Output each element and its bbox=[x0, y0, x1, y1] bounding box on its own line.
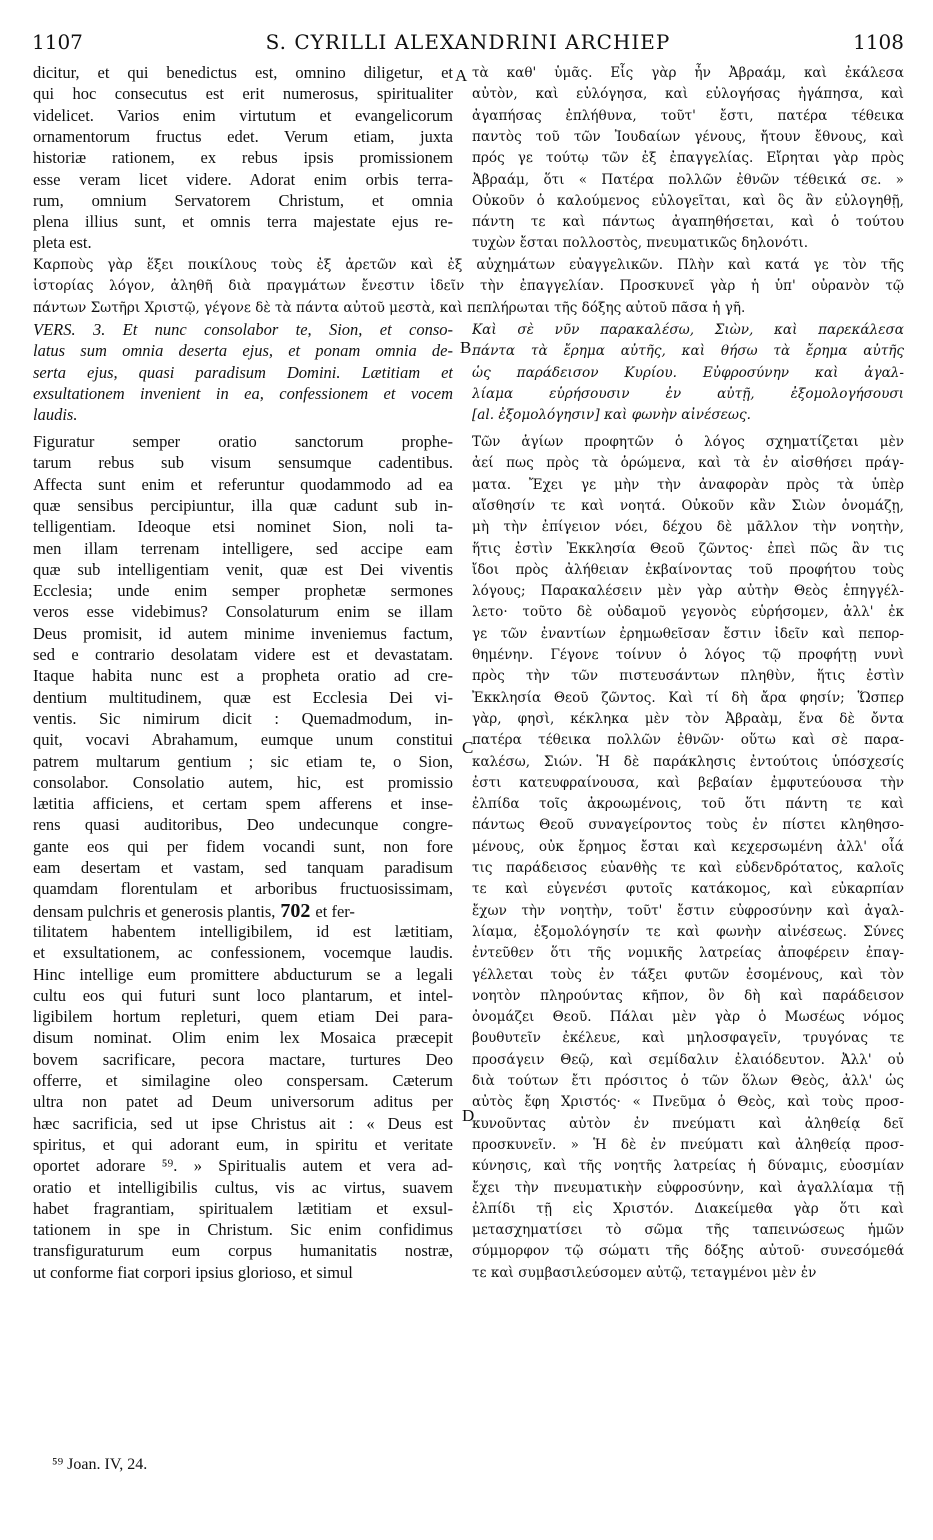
latin-fragment: et fer- bbox=[315, 901, 355, 921]
greek-line: παντὸς τοῦ τῶν Ἰουδαίων γένους, ἤτουν ἔθνους, καὶ bbox=[472, 128, 904, 145]
latin-line: tarum rebus sub visum sensumque cadentibus. bbox=[33, 453, 453, 473]
latin-line: Itaque habita nunc est a propheta oratio ad cre- bbox=[33, 666, 453, 686]
latin-line: videlicet. Varios enim virtutum et evangelicorum bbox=[33, 105, 453, 125]
greek-line: ἐντεῦθεν ὅτι τῆς νομικῆς λατρείας ἀποφέρειν ἐπαγ- bbox=[472, 945, 904, 962]
greek-line: προσκυνεῖν. » Ἡ δὲ ἐν πνεύματι καὶ ἀληθείᾳ προσ- bbox=[472, 1136, 904, 1153]
greek-line: αἴσθησίν τε καὶ νοητά. Οὐκοῦν κἂν Σιὼν ὀνομάζῃ, bbox=[472, 497, 904, 514]
latin-line: Hinc intellige eum promittere abducturum se a legali bbox=[33, 964, 453, 984]
greek-line: Καρποὺς γὰρ ἕξει ποικίλους τοὺς ἐξ ἀρετῶν καὶ ἐξ αὐχημάτων εὐαγγελικῶν. Πλὴν καὶ κατά γε τὸν τῆς bbox=[33, 257, 904, 273]
latin-line: consolabor. Consolatio autem, hic, est promissio bbox=[33, 772, 453, 792]
latin-line: quit, vocavi Abrahamum, eumque unum constitui bbox=[33, 730, 453, 750]
latin-line: eam desertam et vastam, sed tanquam paradisum bbox=[33, 858, 453, 877]
latin-line: habet fragrantiam, spiritualem lætitiam et exsul- bbox=[33, 1198, 453, 1218]
greek-line: τυχὼν ἔσται πολλοστὸς, πνευματικῶς δηλονότι. bbox=[472, 235, 809, 252]
greek-line: Ἀβραάμ, ὅτι « Πατέρα πολλῶν ἐθνῶν τέθεικά σε. » bbox=[472, 171, 904, 188]
section-marker: B bbox=[460, 338, 472, 357]
greek-line: πατέρα τέθεικα πολλῶν ἐθνῶν· οὕτω καὶ σὲ παρα- bbox=[472, 732, 904, 749]
greek-line: πάντη τε καὶ πάντως ἀγαπηθήσεται, καὶ ὁ τούτου bbox=[472, 214, 904, 231]
greek-line: ἐστι κατευφραίνουσα, καὶ βεβαίαν ἐμφυτεύουσα τὴν bbox=[472, 774, 904, 791]
greek-line: νοητὸν πληρούντας κῆπον, ὃν δὴ καὶ παράδεισον bbox=[472, 987, 904, 1004]
latin-line: ornamentorum fructus edet. Verum etiam, juxta bbox=[33, 126, 453, 146]
greek-line: τε καὶ εὐγενέσι φυτοῖς κατάκομος, καὶ εὐκαρπίαν bbox=[472, 881, 904, 898]
latin-line: tationem in spe in Christum. Sic enim confidimus bbox=[33, 1220, 453, 1240]
greek-line: Τῶν ἁγίων προφητῶν ὁ λόγος σχηματίζεται μὲν bbox=[472, 434, 904, 450]
greek-line: λόγους; Παρακαλέσειν μὲν γὰρ αὐτὴν Θεὸς ἐπηγγέλ- bbox=[472, 583, 904, 600]
greek-line: αὐτὸν, καὶ εὐλόγησα, καὶ εὐλογήσας ἠγάπησα, καὶ bbox=[472, 86, 904, 103]
latin-line: qui hoc consecutus est erit numerosus, spiritualiter bbox=[33, 84, 453, 104]
latin-line: ligibilem hortum repleturi, quem etiam Dei para- bbox=[33, 1007, 453, 1027]
latin-line: quæ sub intelligentiam venit, quæ est Dei viventis bbox=[33, 559, 453, 579]
latin-line: bovem sacrificare, pecora mactare, turtures Deo bbox=[33, 1049, 453, 1069]
greek-line: τις παράδεισος εὐανθὴς τε καὶ εὐδενδρότατος, καλοῖς bbox=[472, 860, 904, 876]
latin-line: transfiguraturum eum corpus humanitatis nostræ, bbox=[33, 1241, 453, 1261]
latin-line: gante eos qui per fidem vocandi sunt, non fore bbox=[33, 836, 453, 856]
section-marker: A bbox=[455, 66, 468, 85]
latin-line: ventis. Sic nimirum dicit : Quemadmodum, in- bbox=[33, 708, 453, 728]
greek-line: καλέσω, Σιών. Ἡ δὲ παράκλησις ἐντούτοις ὑπόσχεσίς bbox=[472, 753, 904, 770]
greek-line: σύμμορφον τῷ σώματι τῆς δόξης αὐτοῦ· συνεσόμεθά bbox=[472, 1243, 904, 1260]
greek-line: γε τῶν ἐναντίων ἐρημωθεῖσαν ἔστιν ἰδεῖν καὶ πεπορ- bbox=[472, 625, 904, 642]
greek-line: λετο· τοῦτο δὲ οὐδαμοῦ γεγονὸς εὑρήσομεν, ἀλλ' ἐκ bbox=[472, 604, 904, 621]
running-title: S. CYRILLI ALEXANDRINI ARCHIEP bbox=[265, 30, 671, 54]
latin-line: spiritus, et qui adorant eum, in spiritu et veritate bbox=[33, 1134, 453, 1154]
latin-line: rum, omnium Servatorem Christum, et omnia bbox=[33, 190, 453, 210]
greek-line: Οὐκοῦν ὁ καλούμενος εὐλογεῖται, καὶ ὃς ἂν εὐλογηθῇ, bbox=[472, 192, 904, 209]
greek-line: ματα. Ἔχει γε μὴν τὴν ἀναφορὰν πρὸς τὰ ὑπὲρ bbox=[472, 476, 904, 493]
greek-line: ὀνομάζει Θεοῦ. Πάλαι μὲν γὰρ ὁ Μωσέως νόμος bbox=[472, 1009, 904, 1026]
greek-line: κύνησις, καὶ τῆς νοητῆς λατρείας ἡ δύναμις, εὐοσμίαν bbox=[472, 1158, 904, 1175]
latin-line: hæc sacrificia, sed ut ipse Christus ait : « Deus est bbox=[33, 1113, 453, 1133]
section-marker: C bbox=[462, 738, 474, 757]
greek-line: ἀεί πως πρὸς τὰ ὁρώμενα, καὶ τὰ ἐν αἰσθήσει πράγ- bbox=[472, 455, 904, 472]
latin-verse-line: exsultationem invenient in ea, confessionem et vocem bbox=[33, 383, 453, 403]
greek-line: πάντων Σωτῆρι Χριστῷ, γέγονε δὲ τὰ πάντα αὐτοῦ μεστὰ, καὶ πεπλήρωται τῆς δόξης αὐτοῦ πᾶσα ἡ γῆ. bbox=[33, 299, 746, 316]
greek-line: λίαμα, ἐξομολόγησίν τε καὶ φωνὴν αἰνέσεως. Σύνες bbox=[472, 923, 904, 940]
latin-line: Figuratur semper oratio sanctorum prophe- bbox=[33, 432, 453, 451]
latin-verse-line: latus sum omnia deserta ejus, et ponam omnia de- bbox=[33, 341, 453, 361]
greek-line: γὰρ, φησὶ, κέκληκα μὲν τὸν Ἀβραὰμ, ἕνα δὲ ὄντα bbox=[472, 710, 904, 727]
greek-line: γέλλεται τοὺς ἐν τάξει φυτῶν ἐσομένους, καὶ τὸν bbox=[472, 966, 904, 983]
greek-line: ἴδοι πρὸς ἀλήθειαν ἐκβαίνοντας τοῦ προφήτου τοὺς bbox=[472, 561, 904, 578]
latin-line: telligentiam. Ideoque etsi nominet Sion, noli ta- bbox=[33, 517, 453, 537]
latin-line: veros esse videbimus? Consolaturum enim se illam bbox=[33, 602, 453, 622]
footnote: ⁵⁹ Joan. IV, 24. bbox=[52, 1456, 148, 1473]
section-marker: D bbox=[462, 1106, 475, 1125]
latin-line: pleta est. bbox=[33, 233, 92, 253]
greek-line: κυνοῦντας αὐτὸν ἐν πνεύματι καὶ ἀληθείᾳ δεῖ bbox=[472, 1115, 904, 1132]
latin-line: Affecta sunt enim et referuntur quodammodo ad ea bbox=[33, 474, 453, 494]
greek-line: ἐλπίδι τῇ εἰς Χριστόν. Διακείμεθα γὰρ ὅτι καὶ bbox=[472, 1200, 904, 1217]
latin-line: sed e contrario desolatam videre est et devastatam. bbox=[33, 645, 453, 664]
greek-line: μένους, οὐκ ἔρημος ἔσται καὶ κεχερσωμένη ἀλλ' οἷά bbox=[472, 838, 904, 855]
greek-line: βουθυτεῖν ἐκέλευε, καὶ μηλοσφαγεῖν, τρυγόνας τε bbox=[472, 1030, 904, 1047]
greek-line: μετασχηματίσει τὸ σῶμα τῆς ταπεινώσεως ἡμῶν bbox=[472, 1222, 904, 1239]
greek-line: ἐλπίδα τοῖς ἀκροωμένοις, τοῦ ὅτι πάντη τε καὶ bbox=[472, 796, 904, 813]
latin-line: patrem multarum gentium ; sic etiam te, o Sion, bbox=[33, 751, 453, 771]
latin-line: disum nominat. Olim enim lex Mosaica præcepit bbox=[33, 1028, 453, 1048]
latin-line: ultra non patet ad Deum universorum aditus per bbox=[33, 1092, 453, 1112]
greek-line: τε καὶ συμβασιλεύσομεν αὐτῷ, τεταγμένοι μὲν ἐν bbox=[472, 1264, 817, 1281]
greek-line: τὰ καθ' ὑμᾶς. Εἷς γὰρ ἦν Ἀβραάμ, καὶ ἐκάλεσα bbox=[472, 65, 904, 81]
greek-verse-line: [al. ἐξομολόγησιν] καὶ φωνὴν αἰνέσεως. bbox=[472, 407, 751, 424]
latin-line: oportet adorare ⁵⁹. » Spiritualis autem et vera ad- bbox=[33, 1156, 453, 1176]
greek-line: μὴ τὴν ἐπίγειον νόει, δέχου δὲ μᾶλλον τὴν νοητὴν, bbox=[472, 519, 904, 536]
latin-line: et exsultationem, ac confessionem, vocemque laudis. bbox=[33, 943, 453, 963]
latin-line: densam pulchris et generosis plantis, 702 et fer- bbox=[33, 900, 355, 922]
latin-line: quæ sensibus percipiuntur, illa quæ cadunt sub in- bbox=[33, 495, 453, 515]
greek-line: ἀγαπήσας ἐπλήθυνα, τοῦτ' ἔστι, πατέρα τέθεικα bbox=[472, 107, 904, 124]
latin-line: plena illius sunt, et omnis terra majestate ejus re- bbox=[33, 212, 453, 232]
latin-line: Deus promisit, id autem minime inveniemus factum, bbox=[33, 623, 453, 643]
latin-verse-line: serta ejus, quasi paradisum Domini. Lætitiam et bbox=[33, 362, 453, 382]
latin-line: tilitatem habentem intelligibilem, id est lætitiam, bbox=[33, 921, 453, 941]
greek-line: Ἐκκλησία Θεοῦ ζῶντος. Καὶ τί δὴ ἄρα φησίν; Ὥσπερ bbox=[472, 689, 904, 706]
latin-line: offerre, et similagine oleo conspersam. Cæterum bbox=[33, 1071, 453, 1090]
greek-line: ἱστορίας λόγον, ἀληθῆ διὰ πραγμάτων ἔνεστιν ἰδεῖν τὴν ἐπαγγελίαν. Προσκυνεῖ γὰρ ἡ ὑπ' οὐρανὸν τῷ bbox=[33, 278, 904, 295]
latin-line: rens quasi auditoribus, Deo undecunque congre- bbox=[33, 815, 453, 835]
latin-line: dentium multitudinem, quæ est Ecclesia Dei vi- bbox=[33, 687, 453, 707]
latin-verse-line: laudis. bbox=[33, 405, 78, 425]
greek-verse-line: Καὶ σὲ νῦν παρακαλέσω, Σιὼν, καὶ παρεκάλεσα bbox=[472, 322, 904, 338]
greek-line: θημένην. Γέγονε τοίνυν ὁ λόγος τῷ προφήτῃ νυνὶ bbox=[472, 647, 904, 663]
latin-line: quamdam florentulam et arboribus fructuosissimam, bbox=[33, 879, 453, 899]
latin-line: men illam terrenam intelligere, sed accipe eam bbox=[33, 538, 453, 558]
greek-line: πρὸς τὴν τῶν πιστευσάντων πληθὺν, ἥτις ἐστὶν bbox=[472, 668, 904, 685]
greek-line: διὰ τούτων ἔτι πρόσιτος ὁ τῶν ὅλων Θεὸς, ἀλλ' ὡς bbox=[472, 1073, 904, 1089]
latin-line: Ecclesia; unde enim semper prophetæ sermones bbox=[33, 581, 453, 601]
latin-line: oratio et intelligibilis cultus, vis ac virtus, suavem bbox=[33, 1177, 453, 1197]
latin-line: esse veram licet videre. Adorat enim orbis terra- bbox=[33, 169, 453, 189]
latin-line: cultu eos qui futuri sunt loco plantarum, et intel- bbox=[33, 985, 453, 1005]
right-column-number: 1108 bbox=[853, 30, 904, 54]
greek-line: ἥτις ἐστὶν Ἐκκλησία Θεοῦ ζῶντος· ἐπεὶ πῶς ἂν τις bbox=[472, 540, 904, 557]
greek-line: ἔχων τὴν νοητὴν, τοῦτ' ἔστιν εὐφροσύνην καὶ ἀγαλ- bbox=[472, 902, 904, 919]
greek-verse-line: ὡς παράδεισον Κυρίου. Εὐφροσύνην καὶ ἀγαλ- bbox=[472, 364, 904, 381]
latin-line: ut conforme fiat corpori ipsius glorioso, et simul bbox=[33, 1262, 353, 1282]
left-column-number: 1107 bbox=[32, 30, 83, 54]
latin-line: lætitia afficiens, et certam spem afferens et inse- bbox=[33, 794, 453, 814]
greek-line: προσάγειν Θεῷ, καὶ σεμίδαλιν ἐλαιόδευτον. Ἀλλ' οὐ bbox=[472, 1051, 904, 1068]
greek-verse-line: λίαμα εὑρήσουσιν ἐν αὐτῇ, ἐξομολογήσουσι bbox=[472, 385, 904, 402]
greek-line: ἔχει τὴν πνευματικὴν εὐφροσύνην, καὶ ἀγαλλίαμα τῇ bbox=[472, 1179, 904, 1196]
greek-line: πρός γε τούτῳ τῶν ἐξ ἐπαγγελίας. Εἴρηται γὰρ πρὸς bbox=[472, 150, 904, 167]
greek-verse-line: πάντα τὰ ἔρημα αὐτῆς, καὶ θήσω τὰ ἔρημα αὐτῆς bbox=[472, 343, 904, 360]
greek-line: αὐτὸς ἔφη Χριστός· « Πνεῦμα ὁ Θεὸς, καὶ τοὺς προσ- bbox=[472, 1094, 904, 1111]
column-number: 702 bbox=[275, 900, 316, 922]
greek-line: πάντως Θεοῦ συναγείροντος τοὺς ἐν πίστει κληθησο- bbox=[472, 817, 904, 834]
latin-line: dicitur, et qui benedictus est, omnino diligetur, et bbox=[33, 63, 453, 82]
latin-line: historiæ rationem, ex rebus ipsis promissionem bbox=[33, 148, 453, 168]
latin-verse-line: VERS. 3. Et nunc consolabor te, Sion, et conso- bbox=[33, 320, 453, 339]
